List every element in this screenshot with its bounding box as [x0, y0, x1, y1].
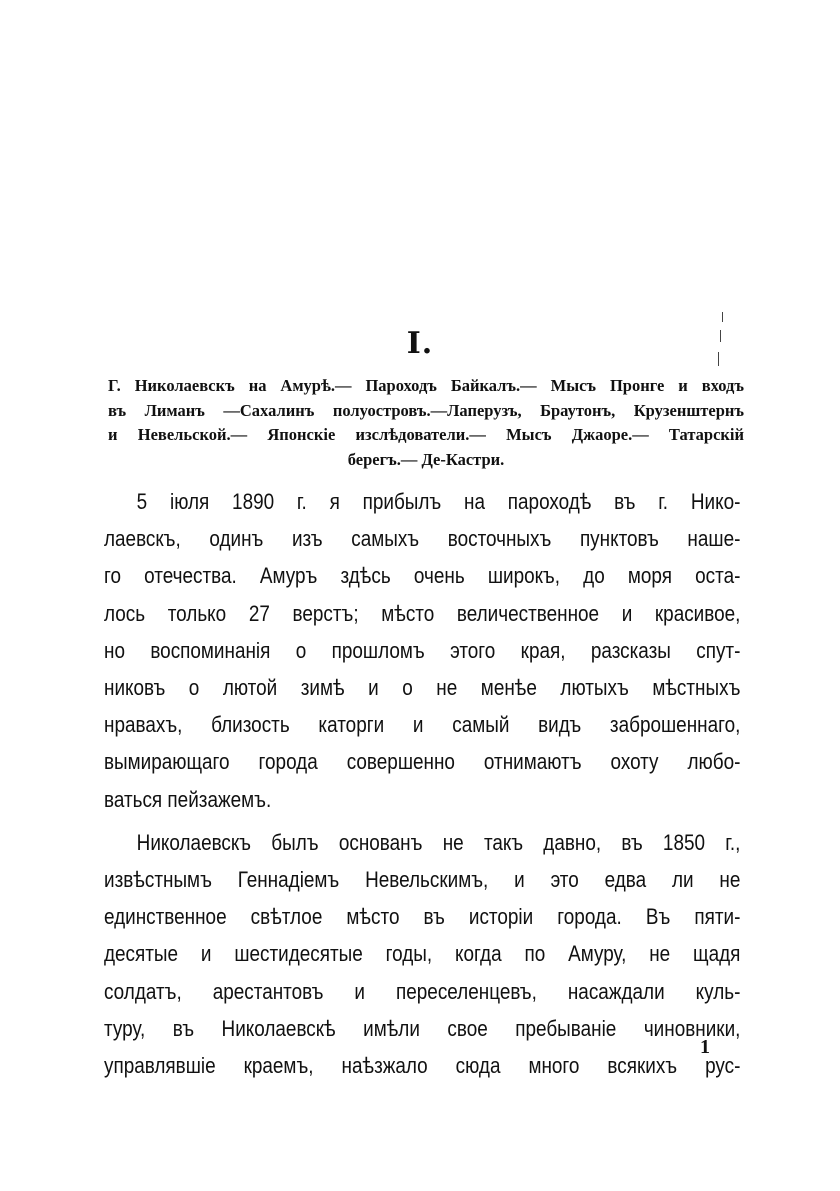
summary-line: и Невельской.— Японскіе изслѣдователи.— Мысъ Джаоре.— Татарскій [108, 425, 744, 444]
margin-mark [718, 352, 719, 366]
body-line: лось только 27 верстъ; мѣсто величественное и красивое, [104, 600, 741, 626]
body-line: солдатъ, арестантовъ и переселенцевъ, насаждали куль- [104, 978, 741, 1004]
body-line: вымирающаго города совершенно отнимаютъ охоту любо- [104, 749, 741, 775]
body-text [104, 483, 740, 1084]
summary-line: берегъ.— Де-Кастри. [347, 449, 505, 469]
summary-line: Г. Николаевскъ на Амурѣ.— Пароходъ Байкалъ.— Мысъ Пронге и входъ [108, 376, 744, 395]
body-line: го отечества. Амуръ здѣсь очень широкъ, до моря оста- [104, 563, 741, 589]
summary-line: въ Лиманъ —Сахалинъ полуостровъ.—Лаперузъ, Браутонъ, Крузенштернъ [108, 400, 744, 420]
body-line: десятые и шестидесятые годы, когда по Амуру, не щадя [104, 941, 741, 967]
margin-mark [720, 330, 721, 342]
body-line: ваться пейзажемъ. [104, 786, 272, 812]
page-number: 1 [700, 1036, 710, 1058]
body-line: нравахъ, близость каторги и самый видъ заброшеннаго, [104, 712, 741, 738]
chapter-number: I. [406, 326, 434, 361]
body-line: извѣстнымъ Геннадіемъ Невельскимъ, и это едва ли не [104, 867, 741, 893]
margin-mark [722, 312, 723, 322]
body-line: лаевскъ, одинъ изъ самыхъ восточныхъ пунктовъ наше- [104, 526, 741, 552]
body-line: единственное свѣтлое мѣсто въ исторіи города. Въ пяти- [104, 904, 741, 930]
body-line: туру, въ Николаевскѣ имѣли свое пребываніе чиновники, [104, 1015, 741, 1041]
body-line: но воспоминанія о прошломъ этого края, разсказы спут- [104, 637, 741, 663]
body-line: 5 іюля 1890 г. я прибылъ на пароходѣ въ г. Нико- [136, 489, 741, 514]
chapter-summary [108, 374, 744, 472]
body-line: никовъ о лютой зимѣ и о не менѣе лютыхъ мѣстныхъ [104, 675, 741, 701]
body-line: управлявшіе краемъ, наѣзжало сюда много всякихъ рус- [104, 1053, 741, 1079]
body-line: Николаевскъ былъ основанъ не такъ давно, въ 1850 г., [136, 829, 741, 855]
